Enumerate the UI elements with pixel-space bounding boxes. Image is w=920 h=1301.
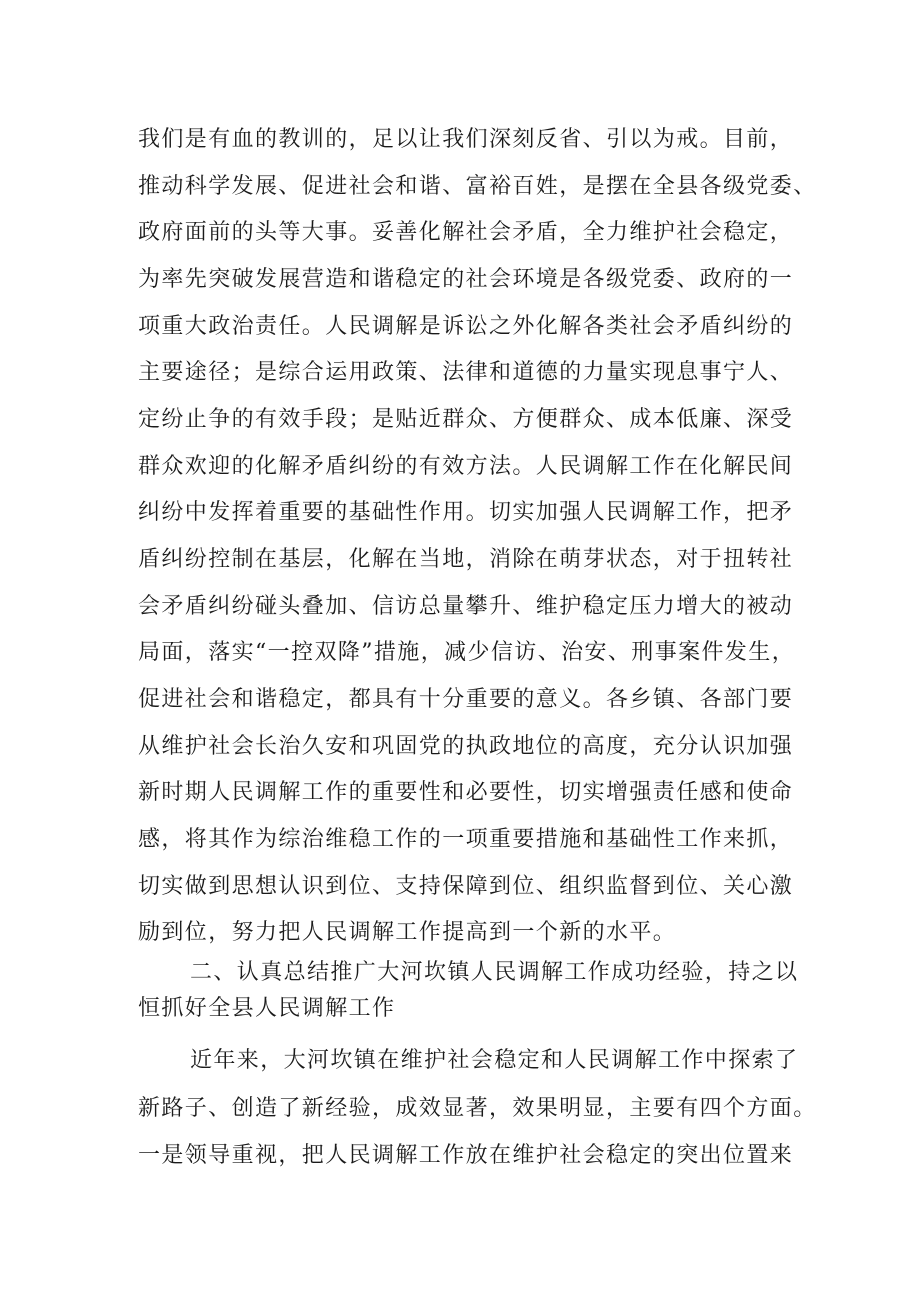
text-line: 新时期人民调解工作的重要性和必要性，切实增强责任感和使命 bbox=[138, 780, 794, 805]
text-line: 一是领导重视，把人民调解工作放在维护社会稳定的突出位置来 bbox=[138, 1143, 794, 1168]
text-line: 励到位，努力把人民调解工作提高到一个新的水平。 bbox=[138, 920, 677, 945]
text-line: 推动科学发展、促进社会和谐、富裕百姓，是摆在全县各级党委、 bbox=[138, 174, 817, 199]
text-line: 局面，落实“一控双降”措施，减少信访、治安、刑事案件发生， bbox=[138, 640, 796, 665]
text-line: 项重大政治责任。人民调解是诉讼之外化解各类社会矛盾纠纷的 bbox=[138, 314, 794, 339]
text-line: 政府面前的头等大事。妥善化解社会矛盾，全力维护社会稳定， bbox=[138, 220, 794, 245]
text-line: 切实做到思想认识到位、支持保障到位、组织监督到位、关心激 bbox=[138, 874, 794, 899]
text-line: 近年来，大河坎镇在维护社会稳定和人民调解工作中探索了 bbox=[190, 1048, 799, 1073]
text-line: 为率先突破发展营造和谐稳定的社会环境是各级党委、政府的一 bbox=[138, 267, 794, 292]
text-line: 群众欢迎的化解矛盾纠纷的有效方法。人民调解工作在化解民间 bbox=[138, 454, 794, 479]
text-line: 主要途径；是综合运用政策、法律和道德的力量实现息事宁人、 bbox=[138, 360, 794, 385]
text-line: 纠纷中发挥着重要的基础性作用。切实加强人民调解工作，把矛 bbox=[138, 500, 794, 525]
text-line: 促进社会和谐稳定，都具有十分重要的意义。各乡镇、各部门要 bbox=[138, 687, 794, 712]
text-line: 新路子、创造了新经验，成效显著，效果明显，主要有四个方面。 bbox=[138, 1096, 817, 1121]
text-line: 盾纠纷控制在基层，化解在当地，消除在萌芽状态，对于扭转社 bbox=[138, 547, 794, 572]
text-line: 我们是有血的教训的，足以让我们深刻反省、引以为戒。目前， bbox=[138, 127, 794, 152]
heading-line: 二、认真总结推广大河坎镇人民调解工作成功经验，持之以 bbox=[190, 960, 799, 985]
text-line: 定纷止争的有效手段；是贴近群众、方便群众、成本低廉、深受 bbox=[138, 407, 794, 432]
text-line: 从维护社会长治久安和巩固党的执政地位的高度，充分认识加强 bbox=[138, 734, 794, 759]
text-line: 感，将其作为综治维稳工作的一项重要措施和基础性工作来抓， bbox=[138, 827, 794, 852]
text-line: 会矛盾纠纷碰头叠加、信访总量攀升、维护稳定压力增大的被动 bbox=[138, 594, 794, 619]
heading-line: 恒抓好全县人民调解工作 bbox=[138, 996, 396, 1021]
